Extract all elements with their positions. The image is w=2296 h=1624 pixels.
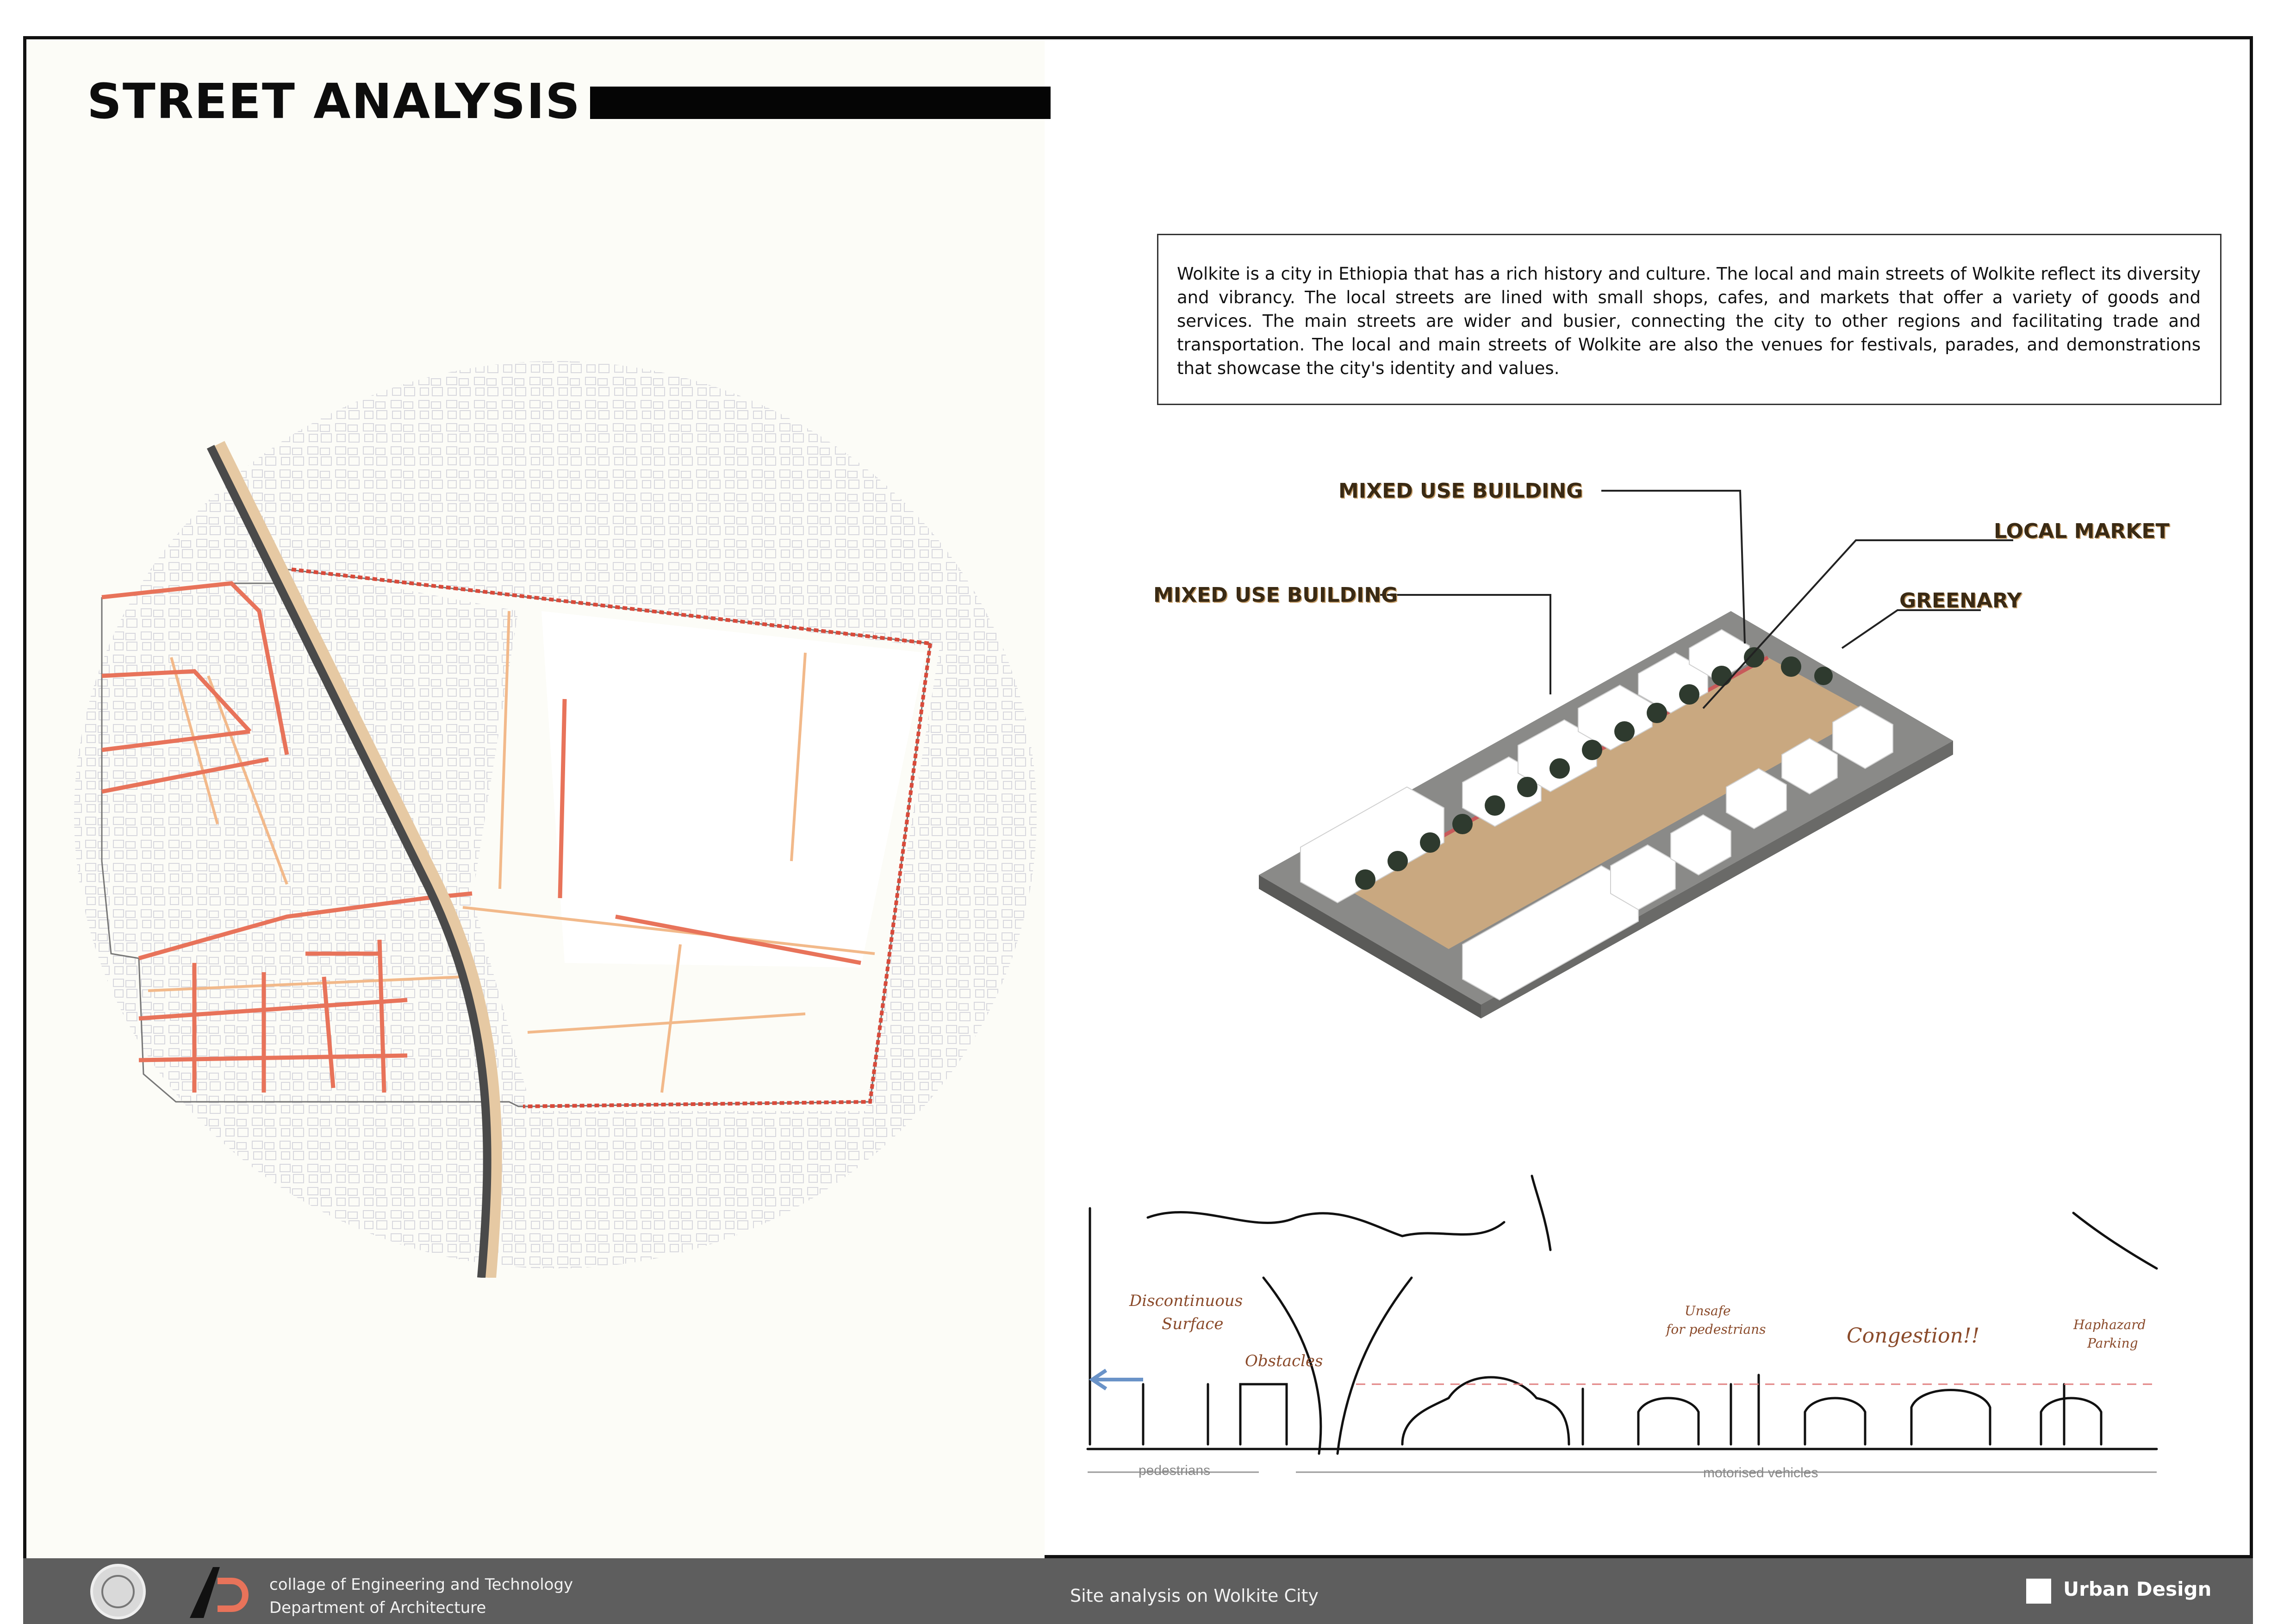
note-surface: Surface [1162, 1315, 1224, 1333]
kiosk [1240, 1384, 1287, 1444]
street-section-sketch [1078, 1167, 2189, 1491]
label-mixed-use-building-top: MIXED USE BUILDING [1338, 479, 1583, 503]
department-logo [185, 1562, 250, 1620]
car-4 [1911, 1390, 1990, 1445]
pedestrian-arrow [1092, 1370, 1143, 1389]
note-for-pedestrians: for pedestrians [1666, 1322, 1766, 1337]
axis-pedestrians: pedestrians [1139, 1463, 1211, 1478]
note-unsafe: Unsafe [1685, 1303, 1731, 1318]
title-accent-bar [590, 87, 1051, 119]
footer-subject: Site analysis on Wolkite City [1070, 1586, 1319, 1606]
car-3 [1805, 1398, 1865, 1444]
description-box: Wolkite is a city in Ethiopia that has a rich history and culture. The local and main streets of Wolkite reflect its diversity and vibrancy. The local streets are lined with small shops, cafes, and markets that offer a variety of goods and services. The main streets are wider and busier, connecting the city to other regions and facilitating trade and transportation. The local and main streets of Wolkite are also the venues for festivals, parades, and demonstrations that showcase the city's identity and values. [1157, 234, 2221, 405]
course-badge: Urban Design [2063, 1578, 2212, 1600]
institution-college: collage of Engineering and Technology [269, 1575, 573, 1594]
institution-info [269, 1573, 573, 1619]
car-5 [2041, 1398, 2101, 1444]
street-map [56, 352, 1037, 1278]
label-mixed-use-building-left: MIXED USE BUILDING [1153, 583, 1398, 607]
note-obstacles: Obstacles [1245, 1352, 1323, 1370]
label-local-market: LOCAL MARKET [1994, 519, 2170, 543]
note-haphazard: Haphazard [2073, 1317, 2146, 1332]
car-1 [1402, 1377, 1569, 1444]
car-2 [1638, 1398, 1699, 1444]
building-fabric [56, 352, 1037, 1278]
isometric-street-model [1148, 463, 2212, 1065]
page-title: STREET ANALYSIS [87, 73, 581, 130]
label-greenary: GREENARY [1899, 589, 2022, 612]
badge-square-icon [2026, 1579, 2051, 1604]
university-seal-logo [90, 1564, 146, 1619]
axis-motorised-vehicles: motorised vehicles [1703, 1465, 1818, 1480]
tree-right [2073, 1213, 2157, 1268]
note-congestion: Congestion!! [1847, 1324, 1980, 1348]
tree-canopy [1148, 1176, 1550, 1250]
note-parking: Parking [2087, 1336, 2138, 1351]
note-discontinuous: Discontinuous [1129, 1292, 1243, 1310]
institution-department: Department of Architecture [269, 1599, 486, 1617]
